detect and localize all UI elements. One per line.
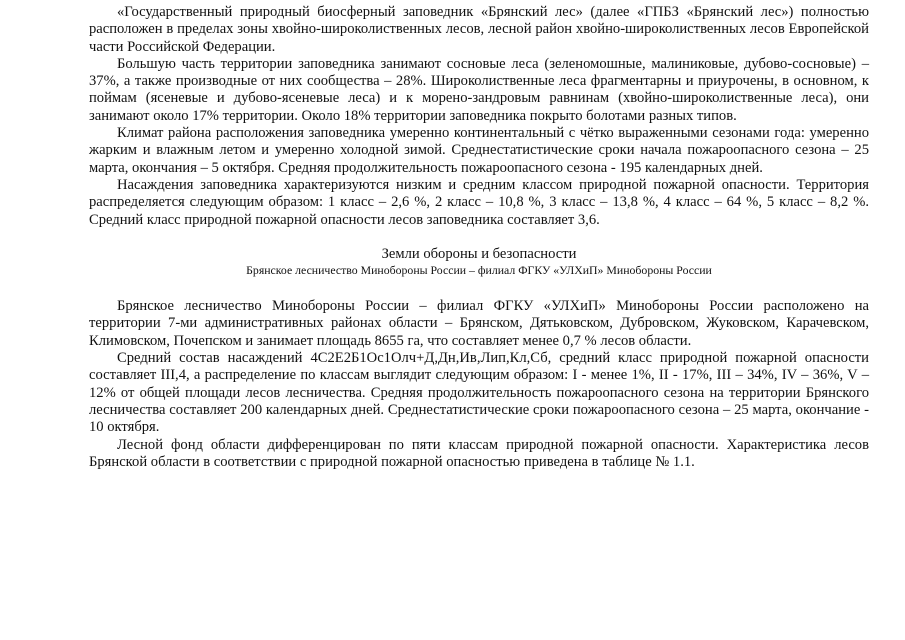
section-spacer (89, 229, 869, 246)
section-heading: Земли обороны и безопасности (381, 245, 577, 262)
paragraph-stand-composition: Средний состав насаждений 4С2Е2Б1Ос1Олч+Д,Дн,Ив,Лип,Кл,Сб, средний класс природной пожарной опасности составляет III,4, а распределение по классам выглядит следующим образом: I - менее 1%, II - 17%, III – 34%, IV – 36%, V – 12% от общей площади лесов лесничества. Средняя продолжительность пожароопасного сезона на территории Брянского лесничества составляет 200 календарных дней. Среднестатистические сроки пожароопасного сезона – 25 марта, окончание - 10 октября. (89, 350, 869, 436)
paragraph-forestry-location: Брянское лесничество Минобороны России – филиал ФГКУ «УЛХиП» Минобороны России расположено на территории 7-ми административных районах области – Брянском, Дятьковском, Дубровском, Жуковском, Карачевском, Климовском, Почепском и занимает площадь 8655 га, что составляет менее 0,7 % лесов области. (89, 298, 869, 349)
paragraph-forest-composition: Большую часть территории заповедника занимают сосновые леса (зеленомошные, малиниковые, дубово-сосновые) – 37%, а также производные от них сообщества – 28%. Широколиственные леса фрагментарны и приурочены, в основном, к поймам (ясеневые и дубово-ясеневые леса) и к морено-зандровым равнинам (хвойно-широколиственные леса), они занимают около 17% территории. Около 18% территории заповедника покрыто болотами разных типов. (89, 55, 869, 124)
section-subheading: Брянское лесничество Минобороны России – филиал ФГКУ «УЛХиП» Минобороны России (246, 263, 712, 278)
paragraph-climate: Климат района расположения заповедника умеренно континентальный с чётко выраженными сезонами года: умеренно жарким и влажным летом и умеренно холодной зимой. Среднестатистические сроки начала пожароопасного сезона – 25 марта, окончания – 5 октября. Средняя продолжительность пожароопасного сезона - 195 календарных дней. (89, 125, 869, 176)
paragraph-fire-danger-classes: Насаждения заповедника характеризуются низким и средним классом природной пожарной опасности. Территория распределяется следующим образом: 1 класс – 2,6 %, 2 класс – 10,8 %, 3 класс – 13,8 %, 4 класс – 64 %, 5 класс – 8,2 %. Средний класс природной пожарной опасности лесов заповедника составляет 3,6. (89, 176, 869, 228)
section-spacer (89, 278, 869, 298)
document-page (89, 4, 869, 471)
paragraph-reserve-location: «Государственный природный биосферный заповедник «Брянский лес» (далее «ГПБЗ «Брянский лес») полностью расположен в пределах зоны хвойно-широколиственных лесов, лесной район хвойно-широколиственных лесов Европейской части Российской Федерации. (89, 4, 869, 55)
paragraph-forest-fund: Лесной фонд области дифференцирован по пяти классам природной пожарной опасности. Характеристика лесов Брянской области в соответствии с природной пожарной опасностью приведена в таблице № 1.1. (89, 436, 869, 470)
